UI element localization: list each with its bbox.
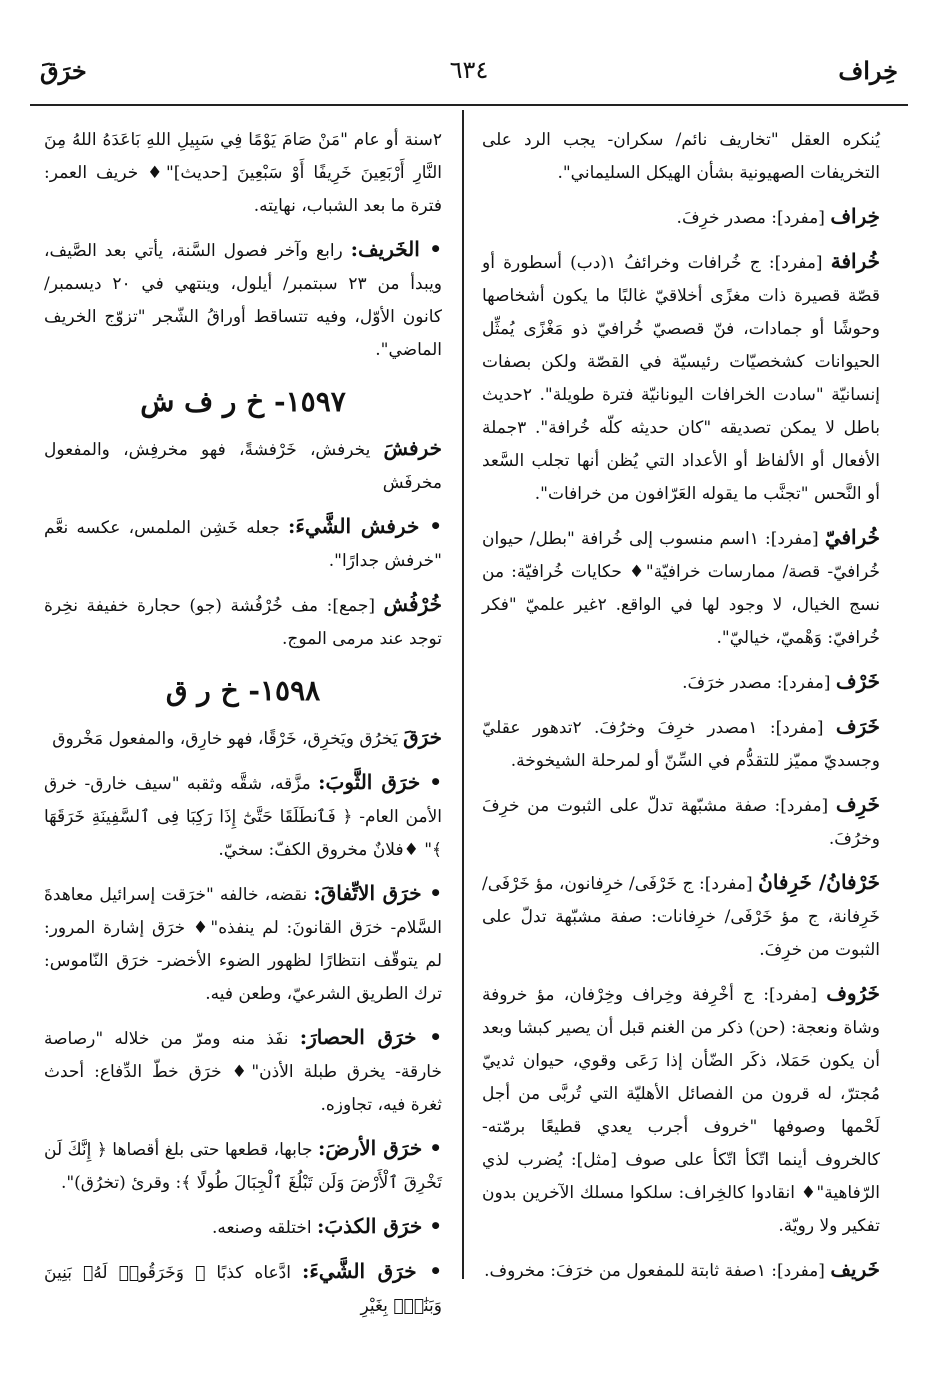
dictionary-entry: [44, 233, 442, 367]
dictionary-entry: [44, 1132, 442, 1200]
entry-definition: نفَذ منه ومرّ من خلاله "رصاصة خارقة- يخرق طبلة الأذن"♦ خرَق خطّ الدِّفاع: أحدث ثغرة فيه، تجاوزه.: [44, 1029, 442, 1115]
entry-definition: مزَّقه، شقَّه وثقبه "سيف خارق- خرق الأمن العام- ﴿ فَٱنطَلَقَا حَتَّىٰٓ إِذَا رَكِبَا فِى ٱلسَّفِينَةِ خَرَقَهَا ﴾" ♦فلانٌ مخروق الكفّ: سخيّ.: [44, 774, 442, 860]
entry-headword: خُرْفُش: [383, 592, 442, 616]
entry-headword: خرفشَ: [383, 436, 442, 460]
entry-definition: رابع وآخر فصول السَّنة، يأتي بعد الصَّيف، ويبدأ من ٢٣ سبتمبر/ أيلول، وينتهي في ٢٠ ديسمبر/ كانون الأوّل، وفيه تتساقط أوراقُ الشّجر "تزوّج الخريف الماضي".: [44, 241, 443, 360]
dictionary-entry: [482, 1253, 880, 1288]
entry-headword: خَرْفانُ/ خَرِفانُ: [758, 870, 881, 894]
entry-headword: • خرَق الحصارَ:: [299, 1025, 442, 1049]
entry-definition: ٢سنة أو عام "مَنْ صَامَ يَوْمًا فِي سَبِيلِ اللهِ بَاعَدَهُ اللهُ مِنَ النَّارِ أَرْبَعِينَ خَرِيفًا أَوْ سَبْعِينَ [حديث]"♦ خريف العمر: فترة ما بعد الشباب، نهايته.: [44, 130, 442, 216]
dictionary-entry: [44, 510, 442, 578]
dictionary-entry: [44, 588, 442, 656]
entry-definition: يُنكره العقل "تخاريف نائم/ سكران- يجب الرد على التخريفات الصهيونية بشأن الهيكل السليماني".: [482, 130, 880, 183]
entry-headword: خُرافيّ: [824, 525, 880, 549]
column-divider: [462, 110, 464, 1279]
dictionary-entry: [482, 200, 880, 235]
dictionary-entry: [44, 1210, 442, 1245]
entry-definition: [مفرد]: مصدر خرِفَ.: [676, 208, 831, 228]
dictionary-entry: [482, 710, 880, 778]
entry-headword: خُرافة: [830, 249, 881, 273]
entry-definition: [مفرد]: مصدر خرَفَ.: [682, 673, 836, 693]
entry-headword: خَرِف: [835, 792, 880, 816]
entry-headword: • خرَق الشَّيءَ:: [302, 1259, 442, 1283]
entry-headword: خرَقَ: [403, 725, 442, 749]
root-heading: ١٥٩٨- خ ر ق: [165, 674, 321, 707]
entry-definition: يَخرُق ويَخرِق، خَرْقًا، فهو خارِق، والمفعول مَخْروق: [52, 729, 404, 749]
dictionary-entry: [482, 124, 880, 190]
entry-headword: • خرَق الكذبَ:: [316, 1214, 442, 1238]
entry-definition: جابها، قطعها حتى بلغ أقصاها ﴿ إِنَّكَ لَن تَخْرِقَ ٱلْأَرْضَ وَلَن تَبْلُغَ ٱلْجِبَالَ طُولًا ﴾: وقرئ (تخرُق)".: [44, 1140, 442, 1193]
entry-definition: [مفرد]: ١صفة ثابتة للمفعول من خرَفَ: مخروف.: [484, 1261, 831, 1281]
entry-headword: خَرْف: [835, 669, 880, 693]
entry-definition: يخرفش، خَرْفشةً، فهو مخرفِش، والمفعول مخرفَش: [44, 440, 442, 493]
entry-headword: • خرَق الأرضَ:: [318, 1136, 443, 1160]
entry-headword: • خرَق الثَّوبَ:: [318, 770, 442, 794]
entry-headword: • الخَريف:: [350, 237, 442, 261]
entry-definition: [مفرد]: ج خُرافات وخرائفُ ١(دب) أسطورة أو قصّة قصيرة ذات مغزًى أخلاقيّ غالبًا ما يكون أشخاصها وحوشًا أو جمادات، فنّ قصصيّ خُرافيّ ذو مَغْزًى يُمثِّل الحيوانات كشخصيّات رئيسيّة في القصّة ولكن بصفات إنسانيّة "سادت الخرافات اليونانيّة فترة طويلة". ٢حديث باطل لا يمكن تصديقه "كان حديثه كلّه خُرافة". ٣جملة الأفعال أو الألفاظ أو الأعداد التي يُظن أنها تجلب السَّعد أو النَّحس "تجنَّب ما يقوله العَرّافون من خرافات".: [482, 253, 880, 504]
dictionary-entry: [482, 866, 880, 967]
entry-definition: ادَّعاه كذبًا ﴿ وَخَرَقُوا۟ لَهُۥ بَنِينَ وَبَنَٰتٍۭ بِغَيْرِ: [44, 1263, 442, 1316]
dictionary-entry: [44, 1255, 442, 1323]
header-last-word: خرَقَ: [40, 56, 87, 85]
root-heading: ١٥٩٧- خ ر ف ش: [140, 385, 346, 418]
dictionary-entry: [482, 788, 880, 856]
dictionary-entry: [44, 877, 442, 1011]
entry-headword: خِراف: [830, 204, 880, 228]
dictionary-entry: [44, 124, 442, 223]
entry-definition: [مفرد]: ١اسم منسوب إلى خُرافة "بطل/ حيوان خُرافيّ- قصة/ ممارسات خرافيّة"♦ حكايات خُرافيّة: من نسج الخيال، لا وجود لها في الواقع. ٢غير علميّ "فكر خُرافيّ: وَهْميّ، خياليّ".: [482, 529, 880, 648]
page-number: ٦٣٤: [449, 56, 489, 84]
entry-definition: [مفرد]: ١مصدر خرِفَ وخرُفَ. ٢تدهور عقليّ وجسديّ مميّز للتقدُّم في السِّنّ أو لمرحلة الشيخوخة.: [482, 718, 880, 771]
entry-definition: [مفرد]: صفة مشبّهة تدلّ على الثبوت من خرِفَ وخرُفَ.: [482, 796, 880, 849]
entry-headword: خَرُوف: [826, 981, 880, 1005]
entry-headword: • خرَق الاتِّفاقَ:: [313, 881, 443, 905]
entry-definition: اختلقه وصنعه.: [211, 1218, 317, 1238]
right-column: [482, 124, 880, 1298]
entry-definition: نقضه، خالفه "خرَقت إسرائيل معاهدةَ السَّلام- خرَق القانونَ: لم ينفذه"♦ خرَق إشارة المرور: لم يتوقّف انتظارًا لظهور الضوء الأخضر- خرَق النّاموس: ترك الطريق الشرعيّ، وطعن فيه.: [44, 885, 442, 1004]
entry-definition: [جمع]: مف خُرْفُشة (جو) حجارة خفيفة نخِرة توجد عند مرمى الموج.: [44, 596, 442, 649]
entry-headword: • خرفش الشَّيءَ:: [288, 514, 442, 538]
entry-headword: خَرَف: [835, 714, 880, 738]
entry-definition: [مفرد]: ج أخْرِفة وخِراف وخِرْفان، مؤ خروفة وشاة ونعجة: (حن) ذكر من الغنم قبل أن يصير كبشا وبعد أن يكون حَمَلا، ذكَر الضّأن إذا رَعَى وقوي، حيوان ثدييّ مُجترّ، له قرون من الفصائل الأهليّة التي تُربَّى من أجل لَحْمها وصوفها "خروف أجرب يعدي قطيعًا برمّته- كالخروف أينما اتّكأ اتّكأ على صوف [مثل]: يُضرب لذي الرّفاهية"♦ انقادوا كالخِراف: سلكوا مسلك الآخرين بدون تفكير ولا رويّة.: [482, 985, 880, 1236]
dictionary-entry: [44, 766, 442, 867]
header-rule: [30, 104, 908, 106]
dictionary-entry: [482, 665, 880, 700]
dictionary-entry: [44, 721, 442, 756]
entry-headword: خَريف: [830, 1257, 880, 1281]
dictionary-entry: [482, 245, 880, 511]
dictionary-entry: [482, 977, 880, 1243]
dictionary-entry: [44, 432, 442, 500]
header-first-word: خِراف: [838, 56, 898, 85]
left-column: [44, 124, 442, 1333]
dictionary-entry: [44, 1021, 442, 1122]
entry-definition: [مفرد]: ج خَرْفَى/ خرِفانون، مؤ خَرْفَى/ خَرِفانة، ج مؤ خَرْفَى/ خرِفانات: صفة مشبّهة تدلّ على الثبوت من خرِفَ.: [482, 874, 880, 960]
entry-definition: جعله خَشِن الملمس، عكسه نعَّم "خرفش جدارًا".: [44, 518, 442, 571]
page-header: [40, 56, 898, 100]
dictionary-entry: [482, 521, 880, 655]
